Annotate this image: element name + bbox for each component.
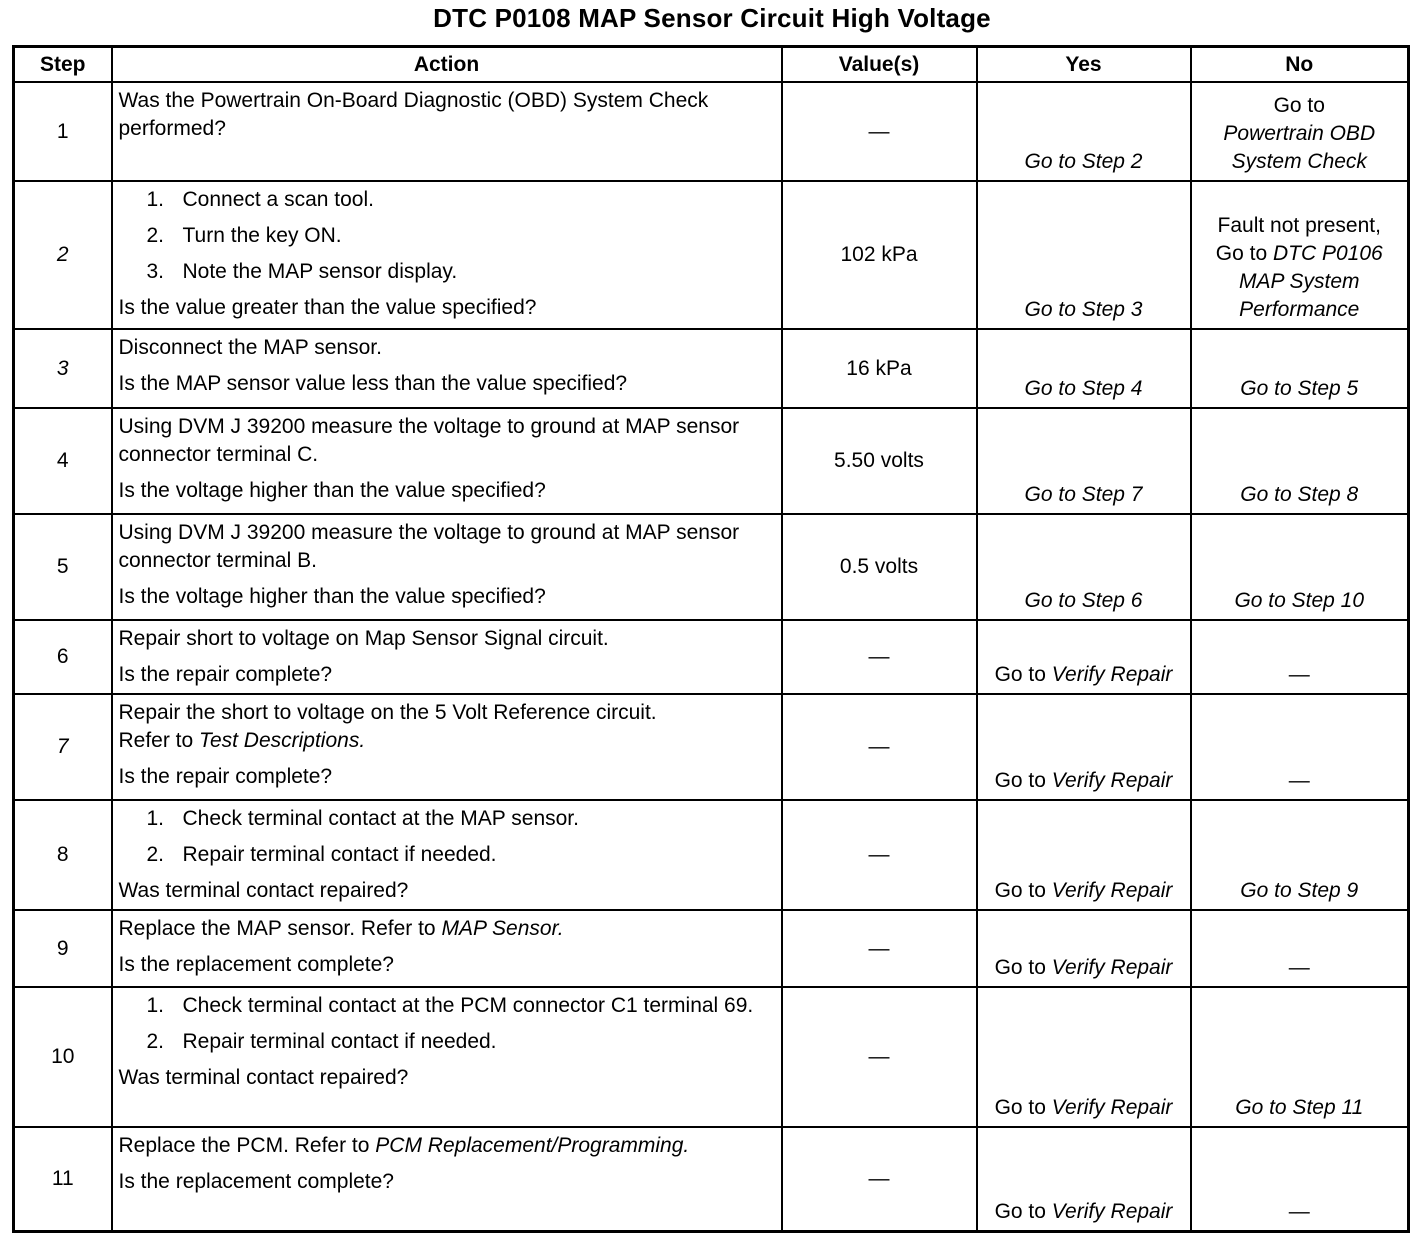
no-link[interactable]: Go to Step 8 <box>1240 483 1359 506</box>
value-cell: 5.50 volts <box>782 408 977 514</box>
action-cell <box>112 408 782 514</box>
step-number: 9 <box>14 910 112 987</box>
no-text: Go to <box>1215 242 1268 265</box>
step-number: 4 <box>14 408 112 514</box>
action-text: Refer to <box>118 729 194 752</box>
step-number: 6 <box>14 620 112 694</box>
header-yes: Yes <box>977 47 1191 83</box>
reference-link[interactable]: MAP Sensor. <box>441 917 564 940</box>
yes-text: Go to <box>994 663 1046 686</box>
step-number: 1 <box>14 82 112 181</box>
yes-cell <box>977 329 1191 408</box>
action-question: Is the MAP sensor value less than the value specified? <box>118 372 628 395</box>
action-question: Is the repair complete? <box>118 765 333 788</box>
step-number: 3 <box>14 329 112 408</box>
no-cell: — <box>1191 694 1409 800</box>
yes-link[interactable]: Verify Repair <box>1051 1096 1173 1119</box>
list-item: 1. Check terminal contact at the MAP sensor. <box>146 807 579 830</box>
yes-cell <box>977 800 1191 910</box>
header-step: Step <box>14 47 112 83</box>
yes-link[interactable]: Verify Repair <box>1051 663 1173 686</box>
header-row <box>14 47 1409 83</box>
yes-cell <box>977 910 1191 987</box>
action-text: Replace the MAP sensor. Refer to <box>118 917 436 940</box>
value-cell: — <box>782 82 977 181</box>
action-text: Was the Powertrain On-Board Diagnostic (OBD) System Check performed? <box>118 89 709 140</box>
value-cell: 0.5 volts <box>782 514 977 620</box>
table-row-step-4 <box>14 408 1409 514</box>
yes-link[interactable]: Go to Step 2 <box>1024 150 1143 173</box>
yes-cell <box>977 1127 1191 1231</box>
header-action: Action <box>112 47 782 83</box>
table-row-step-10 <box>14 987 1409 1127</box>
no-link[interactable]: Powertrain OBD System Check <box>1223 122 1376 173</box>
diagnostic-table <box>12 45 1410 1233</box>
no-link[interactable]: Go to Step 9 <box>1240 879 1359 902</box>
list-item: 1. Check terminal contact at the PCM connector C1 terminal 69. <box>146 994 754 1017</box>
action-cell <box>112 800 782 910</box>
yes-cell <box>977 514 1191 620</box>
step-number: 10 <box>14 987 112 1127</box>
table-row-step-3 <box>14 329 1409 408</box>
action-cell <box>112 910 782 987</box>
no-cell <box>1191 987 1409 1127</box>
yes-link[interactable]: Go to Step 6 <box>1024 589 1143 612</box>
value-cell: 102 kPa <box>782 181 977 329</box>
action-cell <box>112 514 782 620</box>
action-cell <box>112 329 782 408</box>
no-cell <box>1191 329 1409 408</box>
list-item: 3. Note the MAP sensor display. <box>146 260 458 283</box>
table-row-step-1 <box>14 82 1409 181</box>
table-row-step-8 <box>14 800 1409 910</box>
list-item: 1. Connect a scan tool. <box>146 188 374 211</box>
no-link[interactable]: Go to Step 10 <box>1234 589 1365 612</box>
yes-text: Go to <box>994 956 1046 979</box>
action-question: Is the replacement complete? <box>118 1170 394 1193</box>
value-cell: — <box>782 1127 977 1231</box>
action-text: Using DVM J 39200 measure the voltage to ground at MAP sensor connector terminal B. <box>118 521 740 572</box>
action-cell <box>112 620 782 694</box>
yes-cell <box>977 408 1191 514</box>
action-question: Is the replacement complete? <box>118 953 394 976</box>
table-row-step-7 <box>14 694 1409 800</box>
value-cell: — <box>782 694 977 800</box>
yes-cell <box>977 987 1191 1127</box>
no-cell <box>1191 800 1409 910</box>
yes-link[interactable]: Verify Repair <box>1051 769 1173 792</box>
action-question: Was terminal contact repaired? <box>118 879 409 902</box>
yes-text: Go to <box>994 769 1046 792</box>
value-cell: — <box>782 800 977 910</box>
reference-link[interactable]: PCM Replacement/Programming. <box>375 1134 690 1157</box>
action-question: Was terminal contact repaired? <box>118 1066 409 1089</box>
yes-link[interactable]: Go to Step 7 <box>1024 483 1143 506</box>
action-cell <box>112 181 782 329</box>
yes-cell <box>977 181 1191 329</box>
step-number: 11 <box>14 1127 112 1231</box>
page-title: DTC P0108 MAP Sensor Circuit High Voltage <box>433 3 991 33</box>
no-link[interactable]: Go to Step 5 <box>1240 377 1359 400</box>
action-question: Is the voltage higher than the value specified? <box>118 585 546 608</box>
action-question: Is the value greater than the value specified? <box>118 296 537 319</box>
no-cell <box>1191 82 1409 181</box>
no-cell: — <box>1191 910 1409 987</box>
yes-link[interactable]: Verify Repair <box>1051 879 1173 902</box>
list-item: 2. Repair terminal contact if needed. <box>146 843 497 866</box>
reference-link[interactable]: Test Descriptions. <box>199 729 366 752</box>
action-text: Using DVM J 39200 measure the voltage to ground at MAP sensor connector terminal C. <box>118 415 740 466</box>
yes-link[interactable]: Verify Repair <box>1051 1199 1173 1223</box>
yes-text: Go to <box>994 879 1046 902</box>
list-item: 2. Repair terminal contact if needed. <box>146 1030 497 1053</box>
no-cell <box>1191 514 1409 620</box>
action-question: Is the voltage higher than the value specified? <box>118 479 546 502</box>
yes-cell <box>977 82 1191 181</box>
yes-cell <box>977 694 1191 800</box>
value-cell: — <box>782 620 977 694</box>
step-number: 7 <box>14 694 112 800</box>
yes-text: Go to <box>994 1199 1046 1223</box>
table-row-step-9 <box>14 910 1409 987</box>
action-text: Repair short to voltage on Map Sensor Signal circuit. <box>118 627 609 650</box>
table-row-step-5 <box>14 514 1409 620</box>
no-text: Go to <box>1273 94 1325 117</box>
action-text: Replace the PCM. Refer to <box>118 1134 370 1157</box>
value-cell: 16 kPa <box>782 329 977 408</box>
action-text: Disconnect the MAP sensor. <box>118 336 382 359</box>
yes-link[interactable]: Go to Step 3 <box>1024 298 1143 321</box>
action-cell <box>112 1127 782 1231</box>
table-row-step-6 <box>14 620 1409 694</box>
no-text: Fault not present, <box>1217 214 1381 237</box>
no-cell <box>1191 181 1409 329</box>
action-cell <box>112 987 782 1127</box>
yes-text: Go to <box>994 1096 1046 1119</box>
step-number: 2 <box>14 181 112 329</box>
no-link[interactable]: DTC P0106 MAP System Performance <box>1238 242 1383 321</box>
header-values: Value(s) <box>782 47 977 83</box>
action-cell <box>112 694 782 800</box>
step-number: 5 <box>14 514 112 620</box>
yes-cell <box>977 620 1191 694</box>
no-cell: — <box>1191 1127 1409 1231</box>
value-cell: — <box>782 987 977 1127</box>
no-cell <box>1191 408 1409 514</box>
no-cell: — <box>1191 620 1409 694</box>
yes-link[interactable]: Verify Repair <box>1051 956 1173 979</box>
action-question: Is the repair complete? <box>118 663 333 686</box>
step-number: 8 <box>14 800 112 910</box>
table-row-step-2 <box>14 181 1409 329</box>
no-link[interactable]: Go to Step 11 <box>1235 1096 1364 1119</box>
list-item: 2. Turn the key ON. <box>146 224 342 247</box>
action-cell <box>112 82 782 181</box>
table-row-step-11 <box>14 1127 1409 1231</box>
value-cell: — <box>782 910 977 987</box>
yes-link[interactable]: Go to Step 4 <box>1024 377 1143 400</box>
action-text: Repair the short to voltage on the 5 Volt Reference circuit. <box>118 701 657 724</box>
header-no: No <box>1191 47 1409 83</box>
